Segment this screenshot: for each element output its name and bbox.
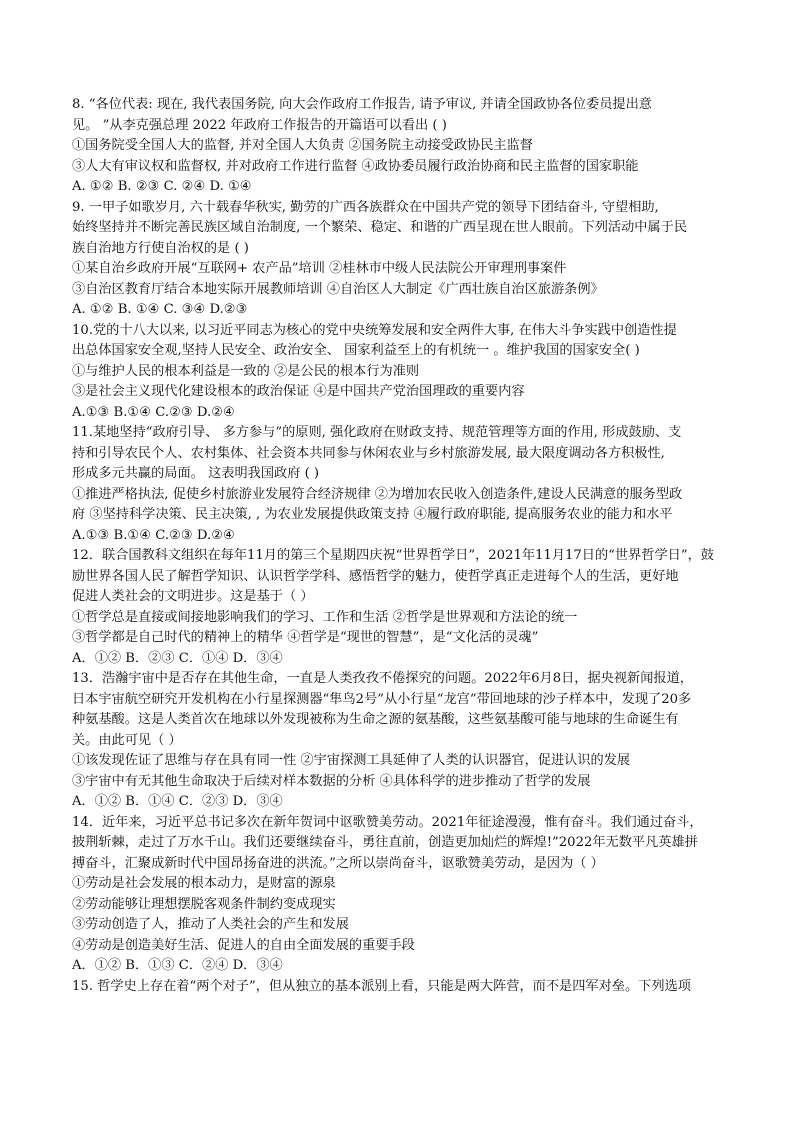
option-line: ③劳动创造了人，推动了人类社会的产生和发展 xyxy=(72,917,349,932)
question-14 xyxy=(72,813,722,977)
question-15 xyxy=(72,977,722,998)
question-line: 披荆斩棘，走过了万水千山。我们还要继续奋斗，勇往直前，创造更加灿烂的辉煌!”2022年无数平凡英雄拼 xyxy=(72,835,698,850)
option-line: ③是社会主义现代化建设根本的政治保证 ④是中国共产党治国理政的重要内容 xyxy=(72,384,525,399)
question-line: 9. 一甲子如歌岁月, 六十载春华秋实, 勤劳的广西各族群众在中国共产党的领导下团结奋斗, 守望相助, xyxy=(72,199,659,215)
question-9 xyxy=(72,198,722,321)
question-11 xyxy=(72,423,722,546)
question-line: 种氨基酸。这是人类首次在地球以外发现被称为生命之源的氨基酸，这些氨基酸可能与地球的生命诞生有 xyxy=(72,712,679,727)
question-line: 见。 ”从李克强总理 2022 年政府工作报告的开篇语可以看出 ( ) xyxy=(72,117,447,133)
question-line: 15. 哲学史上存在着“两个对子”，但从独立的基本派别上看，只能是两大阵营，而不是四军对垒。下列选项 xyxy=(72,978,691,994)
question-12 xyxy=(72,546,722,669)
question-13 xyxy=(72,669,722,813)
question-8 xyxy=(72,95,722,198)
question-line: 10.党的十八大以来, 以习近平同志为核心的党中央统筹发展和安全两件大事, 在伟大斗争实践中创造性提 xyxy=(72,322,677,338)
question-line: 搏奋斗，汇聚成新时代中国昂扬奋进的洪流。”之所以崇尚奋斗，讴歌赞美劳动，是因为（ ） xyxy=(72,855,604,871)
answer-choices: A．①② B．①③ C．②④ D．③④ xyxy=(72,958,283,973)
option-line: ①某自治乡政府开展“互联网+ 农产品”培训 ②桂林市中级人民法院公开审理刑事案件 xyxy=(72,261,567,276)
answer-choices: A.①③ B.①④ C.②③ D.②④ xyxy=(72,527,235,543)
question-list xyxy=(72,95,722,997)
option-line: ③宇宙中有无其他生命取决于后续对样本数据的分析 ④具体科学的进步推动了哲学的发展 xyxy=(72,773,591,789)
question-line: 14．近年来，习近平总书记多次在新年贺词中讴歌赞美劳动。2021年征途漫漫，惟有奋斗。我们通过奋斗， xyxy=(72,814,703,830)
question-line: 12．联合国教科文组织在每年11月的第三个星期四庆祝“世界哲学日”，2021年11月17日的“世界哲学日”，鼓 xyxy=(72,548,714,563)
option-line: ②劳动能够让理想摆脱客观条件制约变成现实 xyxy=(72,896,336,912)
question-line: 族自治地方行使自治权的是 ( ) xyxy=(72,240,249,256)
answer-choices: A. ①② B. ②③ C. ②④ D. ①④ xyxy=(72,179,252,194)
question-line: 8. “各位代表: 现在, 我代表国务院, 向大会作政府工作报告, 请予审议, 并请全国政协各位委员提出意 xyxy=(72,97,652,112)
option-line: ①该发现佐证了思维与存在具有同一性 ②宇宙探测工具延伸了人类的认识器官，促进认识的发展 xyxy=(72,753,631,768)
answer-choices: A．①② B．①④ C．②③ D．③④ xyxy=(72,794,283,809)
question-line: 促进人类社会的文明进步。这是基于（ ） xyxy=(72,589,314,604)
option-line: ①与维护人民的根本利益是一致的 ②是公民的根本行为准则 xyxy=(72,363,420,379)
option-line: 府 ③坚持科学决策、民主决策, , 为农业发展提供政策支持 ④履行政府职能, 提高服务农业的能力和水平 xyxy=(72,507,673,522)
option-line: ③人大有审议权和监督权, 并对政府工作进行监督 ④政协委员履行政治协商和民主监督的国家职能 xyxy=(72,158,639,174)
option-line: ③哲学都是自己时代的精神上的精华 ④哲学是“现世的智慧”，是“文化活的灵魂” xyxy=(72,630,539,645)
answer-choices: A．①② B．②③ C．①④ D．③④ xyxy=(72,650,283,666)
option-line: ①劳动是社会发展的根本动力，是财富的源泉 xyxy=(72,876,336,891)
option-line: ①哲学总是直接或间接地影响我们的学习、工作和生活 ②哲学是世界观和方法论的统一 xyxy=(72,609,578,625)
question-line: 持和引导农民个人、农村集体、社会资本共同参与休闲农业与乡村旅游发展, 最大限度调动各方积极性, xyxy=(72,445,665,461)
question-line: 出总体国家安全观,坚持人民安全、政治安全、 国家利益至上的有机统一 。维护我国的国家安全( ) xyxy=(72,343,640,358)
option-line: ①推进严格执法, 促使乡村旅游业发展符合经济规律 ②为增加农民收入创造条件,建设人民满意的服务型政 xyxy=(72,486,683,502)
question-line: 励世界各国人民了解哲学知识、认识哲学学科、感悟哲学的魅力，使哲学真正走进每个人的生活，更好地 xyxy=(72,568,679,584)
option-line: ①国务院受全国人大的监督, 并对全国人大负责 ②国务院主动接受政协民主监督 xyxy=(72,138,533,153)
option-line: ③自治区教育厅结合本地实际开展教师培训 ④自治区人大制定《广西壮族自治区旅游条例》 xyxy=(72,281,604,297)
question-line: 11.某地坚持“政府引导、 多方参与”的原则, 强化政府在财政支持、规范管理等方面的作用, 形成鼓励、支 xyxy=(72,425,682,440)
question-10 xyxy=(72,321,722,424)
question-line: 日本宇宙航空研究开发机构在小行星探测器“隼鸟2号”从小行星“龙宫”带回地球的沙子样本中，发现了20多 xyxy=(72,691,692,707)
question-line: 始终坚持并不断完善民族区域自治制度, 一个繁荣、稳定、和谐的广西呈现在世人眼前。下列活动中属于民 xyxy=(72,220,688,235)
question-line: 13．浩瀚宇宙中是否存在其他生命，一直是人类孜孜不倦探究的问题。2022年6月8日，据央视新闻报道， xyxy=(72,671,693,686)
question-line: 形成多元共赢的局面。 这表明我国政府 ( ) xyxy=(72,466,320,481)
answer-choices: A. ①② B. ①④ C. ③④ D.②③ xyxy=(72,302,248,317)
question-line: 关。由此可见（ ） xyxy=(72,732,182,748)
answer-choices: A.①③ B.①④ C.②③ D.②④ xyxy=(72,404,235,420)
option-line: ④劳动是创造美好生活、促进人的自由全面发展的重要手段 xyxy=(72,937,415,953)
